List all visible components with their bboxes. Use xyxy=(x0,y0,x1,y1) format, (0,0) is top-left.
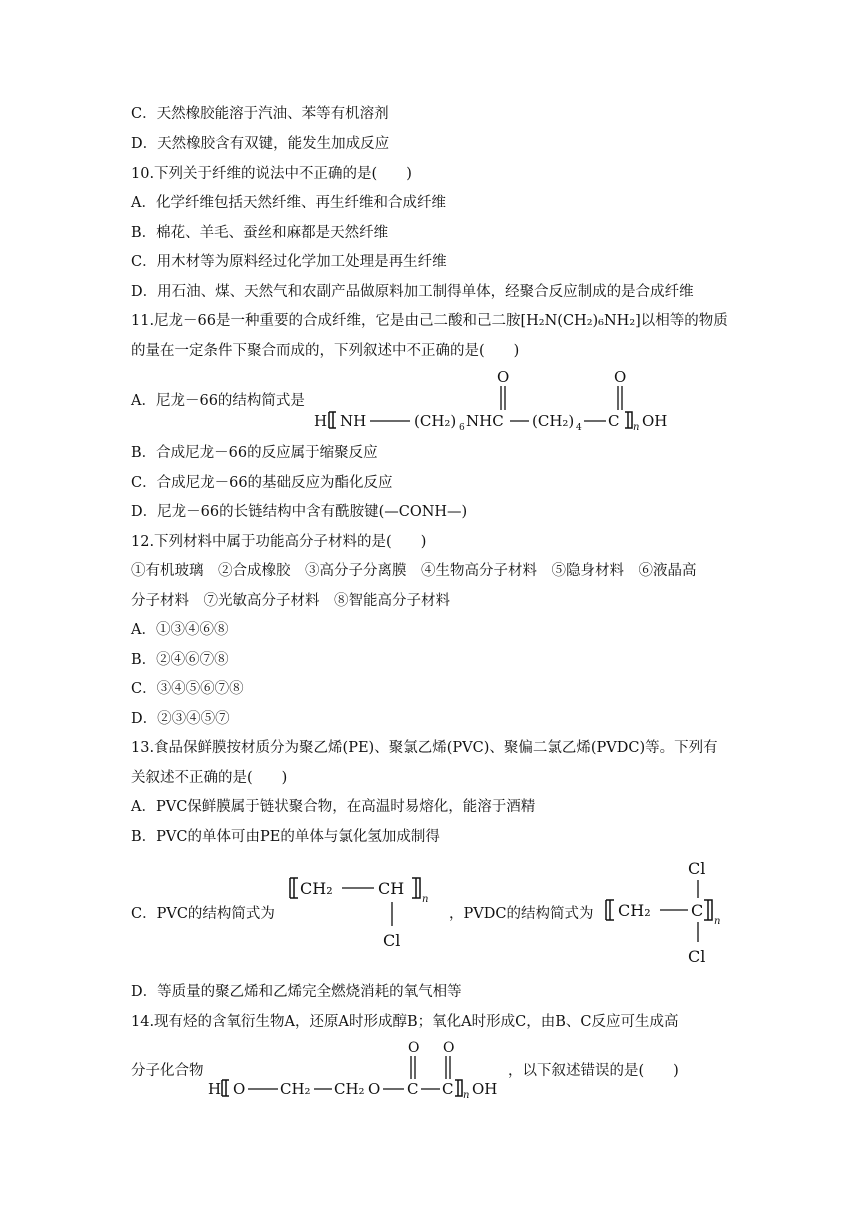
svg-text:n: n xyxy=(633,422,640,433)
nylon66-structure-formula xyxy=(314,368,694,436)
svg-text:Cl: Cl xyxy=(688,947,706,966)
q9-option-c: C．天然橡胶能溶于汽油、苯等有机溶剂 xyxy=(131,106,389,122)
q11-option-d: D．尼龙－66的长链结构中含有酰胺键(—CONH—) xyxy=(131,504,468,520)
q10-stem: 10.下列关于纤维的说法中不正确的是( ) xyxy=(131,166,412,182)
q13-stem-line1: 13.食品保鲜膜按材质分为聚乙烯(PE)、聚氯乙烯(PVC)、聚偏二氯乙烯(PVDC)等。下列有 xyxy=(131,740,718,756)
pvc-structure-formula xyxy=(288,872,448,952)
svg-text:O: O xyxy=(443,1040,455,1056)
q13-option-d: D．等质量的聚乙烯和乙烯完全燃烧消耗的氧气相等 xyxy=(131,984,462,1000)
q14-stem-line1: 14.现有烃的含氧衍生物A，还原A时形成醇B；氧化A时形成C，由B、C反应可生成高 xyxy=(131,1014,679,1030)
svg-text:C: C xyxy=(691,901,704,920)
q13-option-a: A．PVC保鲜膜属于链状聚合物，在高温时易熔化，能溶于酒精 xyxy=(131,799,536,815)
q14-stem-line2-prefix: 分子化合物 xyxy=(131,1063,204,1079)
q13-option-b: B．PVC的单体可由PE的单体与氯化氢加成制得 xyxy=(131,829,440,845)
polyester-structure-formula xyxy=(208,1038,508,1102)
q13-stem-line2: 关叙述不正确的是( ) xyxy=(131,770,288,786)
svg-text:CH: CH xyxy=(378,879,405,898)
svg-text:CH₂: CH₂ xyxy=(280,1080,311,1098)
q12-option-c: C．③④⑤⑥⑦⑧ xyxy=(131,681,244,697)
svg-text:O: O xyxy=(497,368,510,386)
pvdc-structure-formula xyxy=(604,854,734,970)
svg-text:6: 6 xyxy=(459,423,465,433)
q12-option-a: A．①③④⑥⑧ xyxy=(131,622,229,638)
svg-text:C: C xyxy=(442,1080,454,1098)
q13-option-c-prefix: C．PVC的结构简式为 xyxy=(131,906,275,922)
svg-text:C: C xyxy=(608,412,620,430)
svg-text:H: H xyxy=(208,1080,222,1098)
q12-stem: 12.下列材料中属于功能高分子材料的是( ) xyxy=(131,534,427,550)
svg-text:O: O xyxy=(408,1040,420,1056)
svg-text:n: n xyxy=(714,916,721,927)
svg-text:(CH₂): (CH₂) xyxy=(414,412,457,430)
q11-option-a: A．尼龙－66的结构简式是 xyxy=(131,393,305,409)
q13-option-c-mid: ，PVDC的结构简式为 xyxy=(449,906,594,922)
svg-text:4: 4 xyxy=(576,423,582,433)
svg-text:CH₂: CH₂ xyxy=(618,901,651,920)
q10-option-b: B．棉花、羊毛、蚕丝和麻都是天然纤维 xyxy=(131,225,389,241)
q9-option-d: D．天然橡胶含有双键，能发生加成反应 xyxy=(131,136,390,152)
svg-text:CH₂: CH₂ xyxy=(334,1080,365,1098)
q10-option-d: D．用石油、煤、天然气和农副产品做原料加工制得单体，经聚合反应制成的是合成纤维 xyxy=(131,284,694,300)
svg-text:OH: OH xyxy=(472,1080,498,1098)
svg-text:Cl: Cl xyxy=(383,931,401,950)
q12-option-d: D．②③④⑤⑦ xyxy=(131,711,230,727)
q10-option-a: A．化学纤维包括天然纤维、再生纤维和合成纤维 xyxy=(131,195,446,211)
svg-text:Cl: Cl xyxy=(688,859,706,878)
svg-text:NH: NH xyxy=(340,412,367,430)
svg-text:C: C xyxy=(407,1080,419,1098)
svg-text:(CH₂): (CH₂) xyxy=(532,412,575,430)
svg-text:O: O xyxy=(368,1080,381,1098)
q11-stem-line1: 11.尼龙－66是一种重要的合成纤维，它是由己二酸和己二胺[H₂N(CH₂)₆NH₂]以相等的物质 xyxy=(131,313,728,329)
svg-text:n: n xyxy=(422,894,429,905)
q11-option-b: B．合成尼龙－66的反应属于缩聚反应 xyxy=(131,445,378,461)
q14-stem-line2-suffix: ，以下叙述错误的是( ) xyxy=(508,1063,679,1079)
q12-option-b: B．②④⑥⑦⑧ xyxy=(131,652,229,668)
svg-text:CH₂: CH₂ xyxy=(300,879,333,898)
q11-stem-line2: 的量在一定条件下聚合而成的，下列叙述中不正确的是( ) xyxy=(131,343,520,359)
q12-items-line2: 分子材料 ⑦光敏高分子材料 ⑧智能高分子材料 xyxy=(131,593,450,609)
svg-text:H: H xyxy=(314,412,328,430)
svg-text:O: O xyxy=(614,368,627,386)
svg-text:NHC: NHC xyxy=(466,412,504,430)
svg-text:OH: OH xyxy=(642,412,668,430)
svg-text:O: O xyxy=(233,1080,246,1098)
q10-option-c: C．用木材等为原料经过化学加工处理是再生纤维 xyxy=(131,254,447,270)
svg-text:n: n xyxy=(463,1090,470,1101)
q12-items-line1: ①有机玻璃 ②合成橡胶 ③高分子分离膜 ④生物高分子材料 ⑤隐身材料 ⑥液晶高 xyxy=(131,563,697,579)
q11-option-c: C．合成尼龙－66的基础反应为酯化反应 xyxy=(131,475,393,491)
